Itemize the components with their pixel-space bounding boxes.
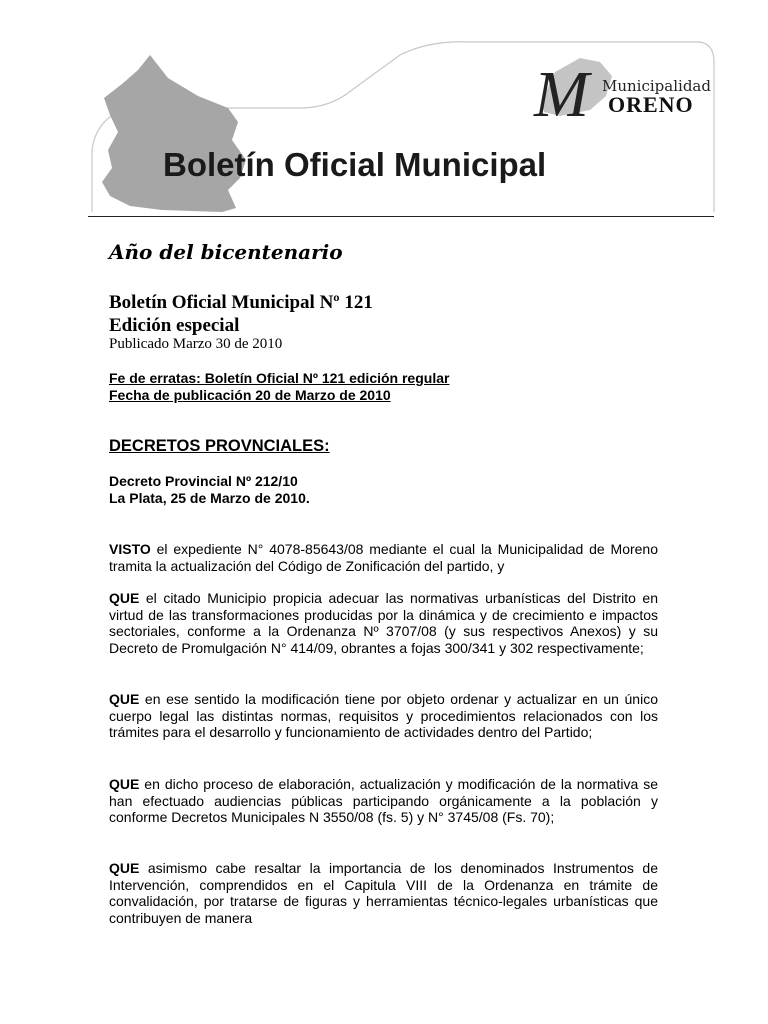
paragraph-lead: QUE: [109, 776, 140, 792]
paragraph-text: el expediente N° 4078-85643/08 mediante el cual la Municipalidad de Moreno tramita la actualización del Código de Zonificación del partido, y: [109, 541, 658, 574]
paragraph-text: en dicho proceso de elaboración, actualización y modificación de la normativa se han efectuado audiencias públicas participando orgánicamente a la población y conforme Decretos Municipales N 3550/08 (fs. 5) y N° 3745/08 (Fs. 70);: [109, 776, 658, 826]
paragraph-text: el citado Municipio propicia adecuar las normativas urbanísticas del Distrito en virtud de las transformaciones producidas por la dinámica y de crecimiento e impactos sectoriales, conforme a la Ordenanza Nº 3707/08 (y sus respectivos Anexos) y su Decreto de Promulgación N° 414/09, obrantes a fojas 300/341 y 302 respectivamente;: [109, 590, 658, 656]
district-map-shape: [102, 55, 246, 212]
paragraph-que: [109, 860, 658, 926]
errata-line: Fe de erratas: Boletín Oficial Nº 121 edición regular: [109, 370, 450, 386]
year-motto: Año del bicentenario: [109, 240, 343, 264]
decree-number: Decreto Provincial Nº 212/10: [109, 473, 298, 489]
paragraph-lead: QUE: [109, 860, 140, 876]
paragraph-lead: QUE: [109, 691, 140, 707]
boletin-header: [0, 0, 768, 220]
logo-initial: M: [534, 58, 589, 131]
edition-title: Edición especial: [109, 315, 240, 336]
bulletin-title: Boletín Oficial Municipal Nº 121: [109, 292, 373, 313]
logo-municipalidad: Municipalidad: [602, 77, 711, 95]
banner-title: Boletín Oficial Municipal: [163, 146, 547, 183]
paragraph-lead: VISTO: [109, 541, 151, 557]
paragraph-visto: [109, 541, 658, 574]
paragraph-que: [109, 691, 658, 741]
paragraph-que: [109, 776, 658, 826]
paragraph-que: [109, 590, 658, 656]
section-heading: DECRETOS PROVNCIALES:: [109, 437, 330, 455]
decree-place-date: La Plata, 25 de Marzo de 2010.: [109, 490, 310, 506]
errata-date: Fecha de publicación 20 de Marzo de 2010: [109, 387, 391, 403]
paragraph-text: asimismo cabe resaltar la importancia de los denominados Instrumentos de Intervención, comprendidos en el Capitula VIII de la Ordenanza en trámite de convalidación, por tratarse de figuras y herramientas técnico-legales urbanísticas que contribuyen de manera: [109, 860, 658, 926]
paragraph-text: en ese sentido la modificación tiene por objeto ordenar y actualizar en un único cuerpo legal las distintas normas, requisitos y procedimientos relacionados con los trámites para el desarrollo y funcionamiento de actividades dentro del Partido;: [109, 691, 658, 741]
logo-moreno: ORENO: [608, 92, 694, 117]
published-date: Publicado Marzo 30 de 2010: [109, 336, 283, 352]
header-divider: [88, 216, 714, 217]
paragraph-lead: QUE: [109, 590, 140, 606]
